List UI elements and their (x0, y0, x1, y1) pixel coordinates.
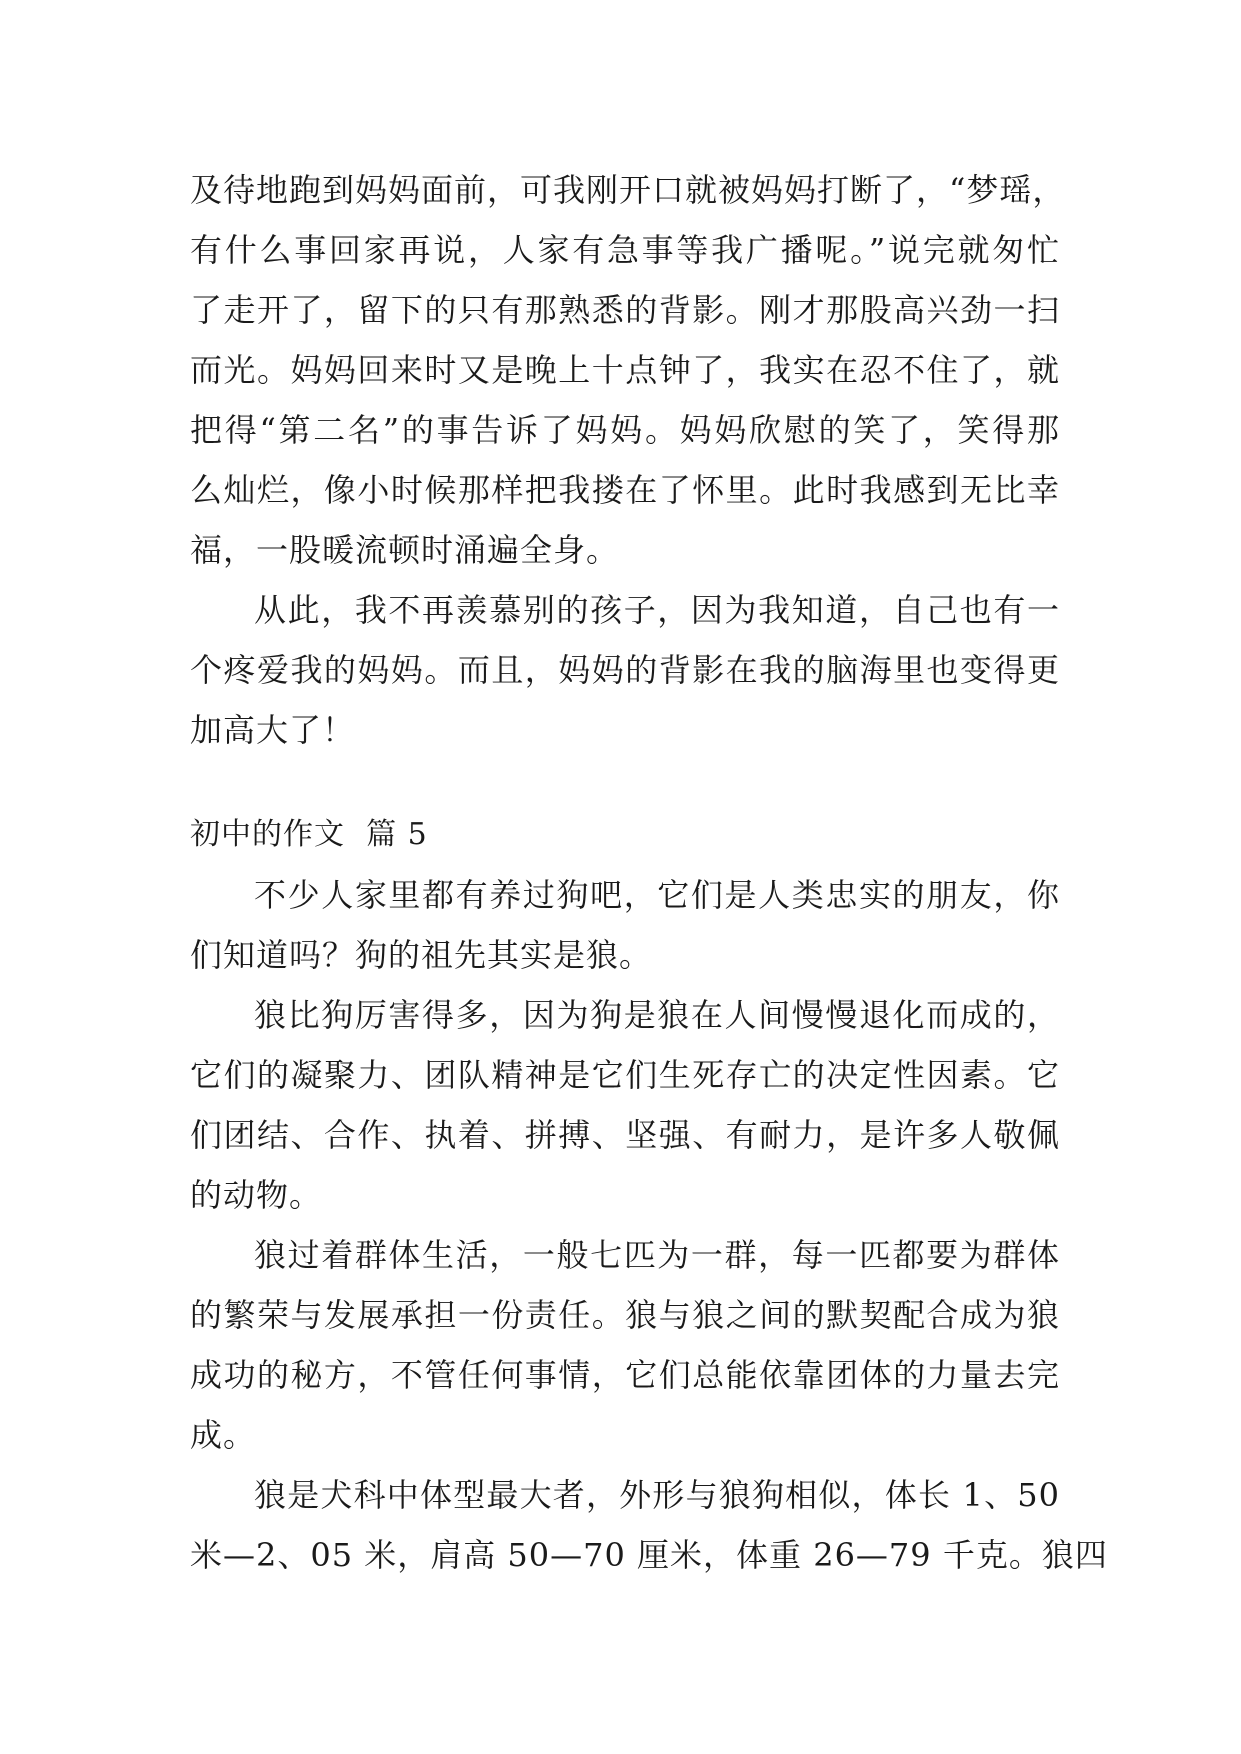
text-line: 狼过着群体生活，一般七匹为一群，每一匹都要为群体 (254, 1236, 1060, 1274)
text-line: 们团结、合作、执着、拼搏、坚强、有耐力，是许多人敬佩 (190, 1116, 1060, 1154)
text-line: 狼比狗厉害得多，因为狗是狼在人间慢慢退化而成的， (254, 996, 1060, 1034)
text-line: 它们的凝聚力、团队精神是它们生死存亡的决定性因素。它 (190, 1056, 1060, 1094)
text-line: 而光。妈妈回来时又是晚上十点钟了，我实在忍不住了，就 (190, 351, 1060, 389)
text-line: 个疼爱我的妈妈。而且，妈妈的背影在我的脑海里也变得更 (190, 651, 1060, 689)
text-line: 狼是犬科中体型最大者，外形与狼狗相似，体长 1、50 (254, 1476, 1060, 1514)
text-line: 把得“第二名”的事告诉了妈妈。妈妈欣慰的笑了，笑得那 (190, 411, 1060, 449)
text-line: 从此，我不再羡慕别的孩子，因为我知道，自己也有一 (254, 591, 1060, 629)
text-line: 加高大了！ (190, 711, 356, 749)
text-line: 米—2、05 米，肩高 50—70 厘米，体重 26—79 千克。狼四 (190, 1536, 1108, 1574)
text-line: 的动物。 (190, 1176, 323, 1214)
text-line: 成功的秘方，不管任何事情，它们总能依靠团体的力量去完 (190, 1356, 1060, 1394)
text-line: 有什么事回家再说，人家有急事等我广播呢。”说完就匆忙 (190, 231, 1060, 269)
text-line: 的繁荣与发展承担一份责任。狼与狼之间的默契配合成为狼 (190, 1296, 1060, 1334)
text-line: 及待地跑到妈妈面前，可我刚开口就被妈妈打断了，“梦瑶， (190, 171, 1066, 209)
text-line: 福，一股暖流顿时涌遍全身。 (190, 531, 620, 569)
text-line: 了走开了，留下的只有那熟悉的背影。刚才那股高兴劲一扫 (190, 291, 1060, 329)
section-heading: 初中的作文 篇 5 (190, 817, 428, 852)
text-line: 成。 (190, 1416, 257, 1454)
text-line: 们知道吗？狗的祖先其实是狼。 (190, 936, 653, 974)
text-line: 么灿烂，像小时候那样把我搂在了怀里。此时我感到无比幸 (190, 471, 1060, 509)
text-line: 不少人家里都有养过狗吧，它们是人类忠实的朋友，你 (254, 876, 1060, 914)
